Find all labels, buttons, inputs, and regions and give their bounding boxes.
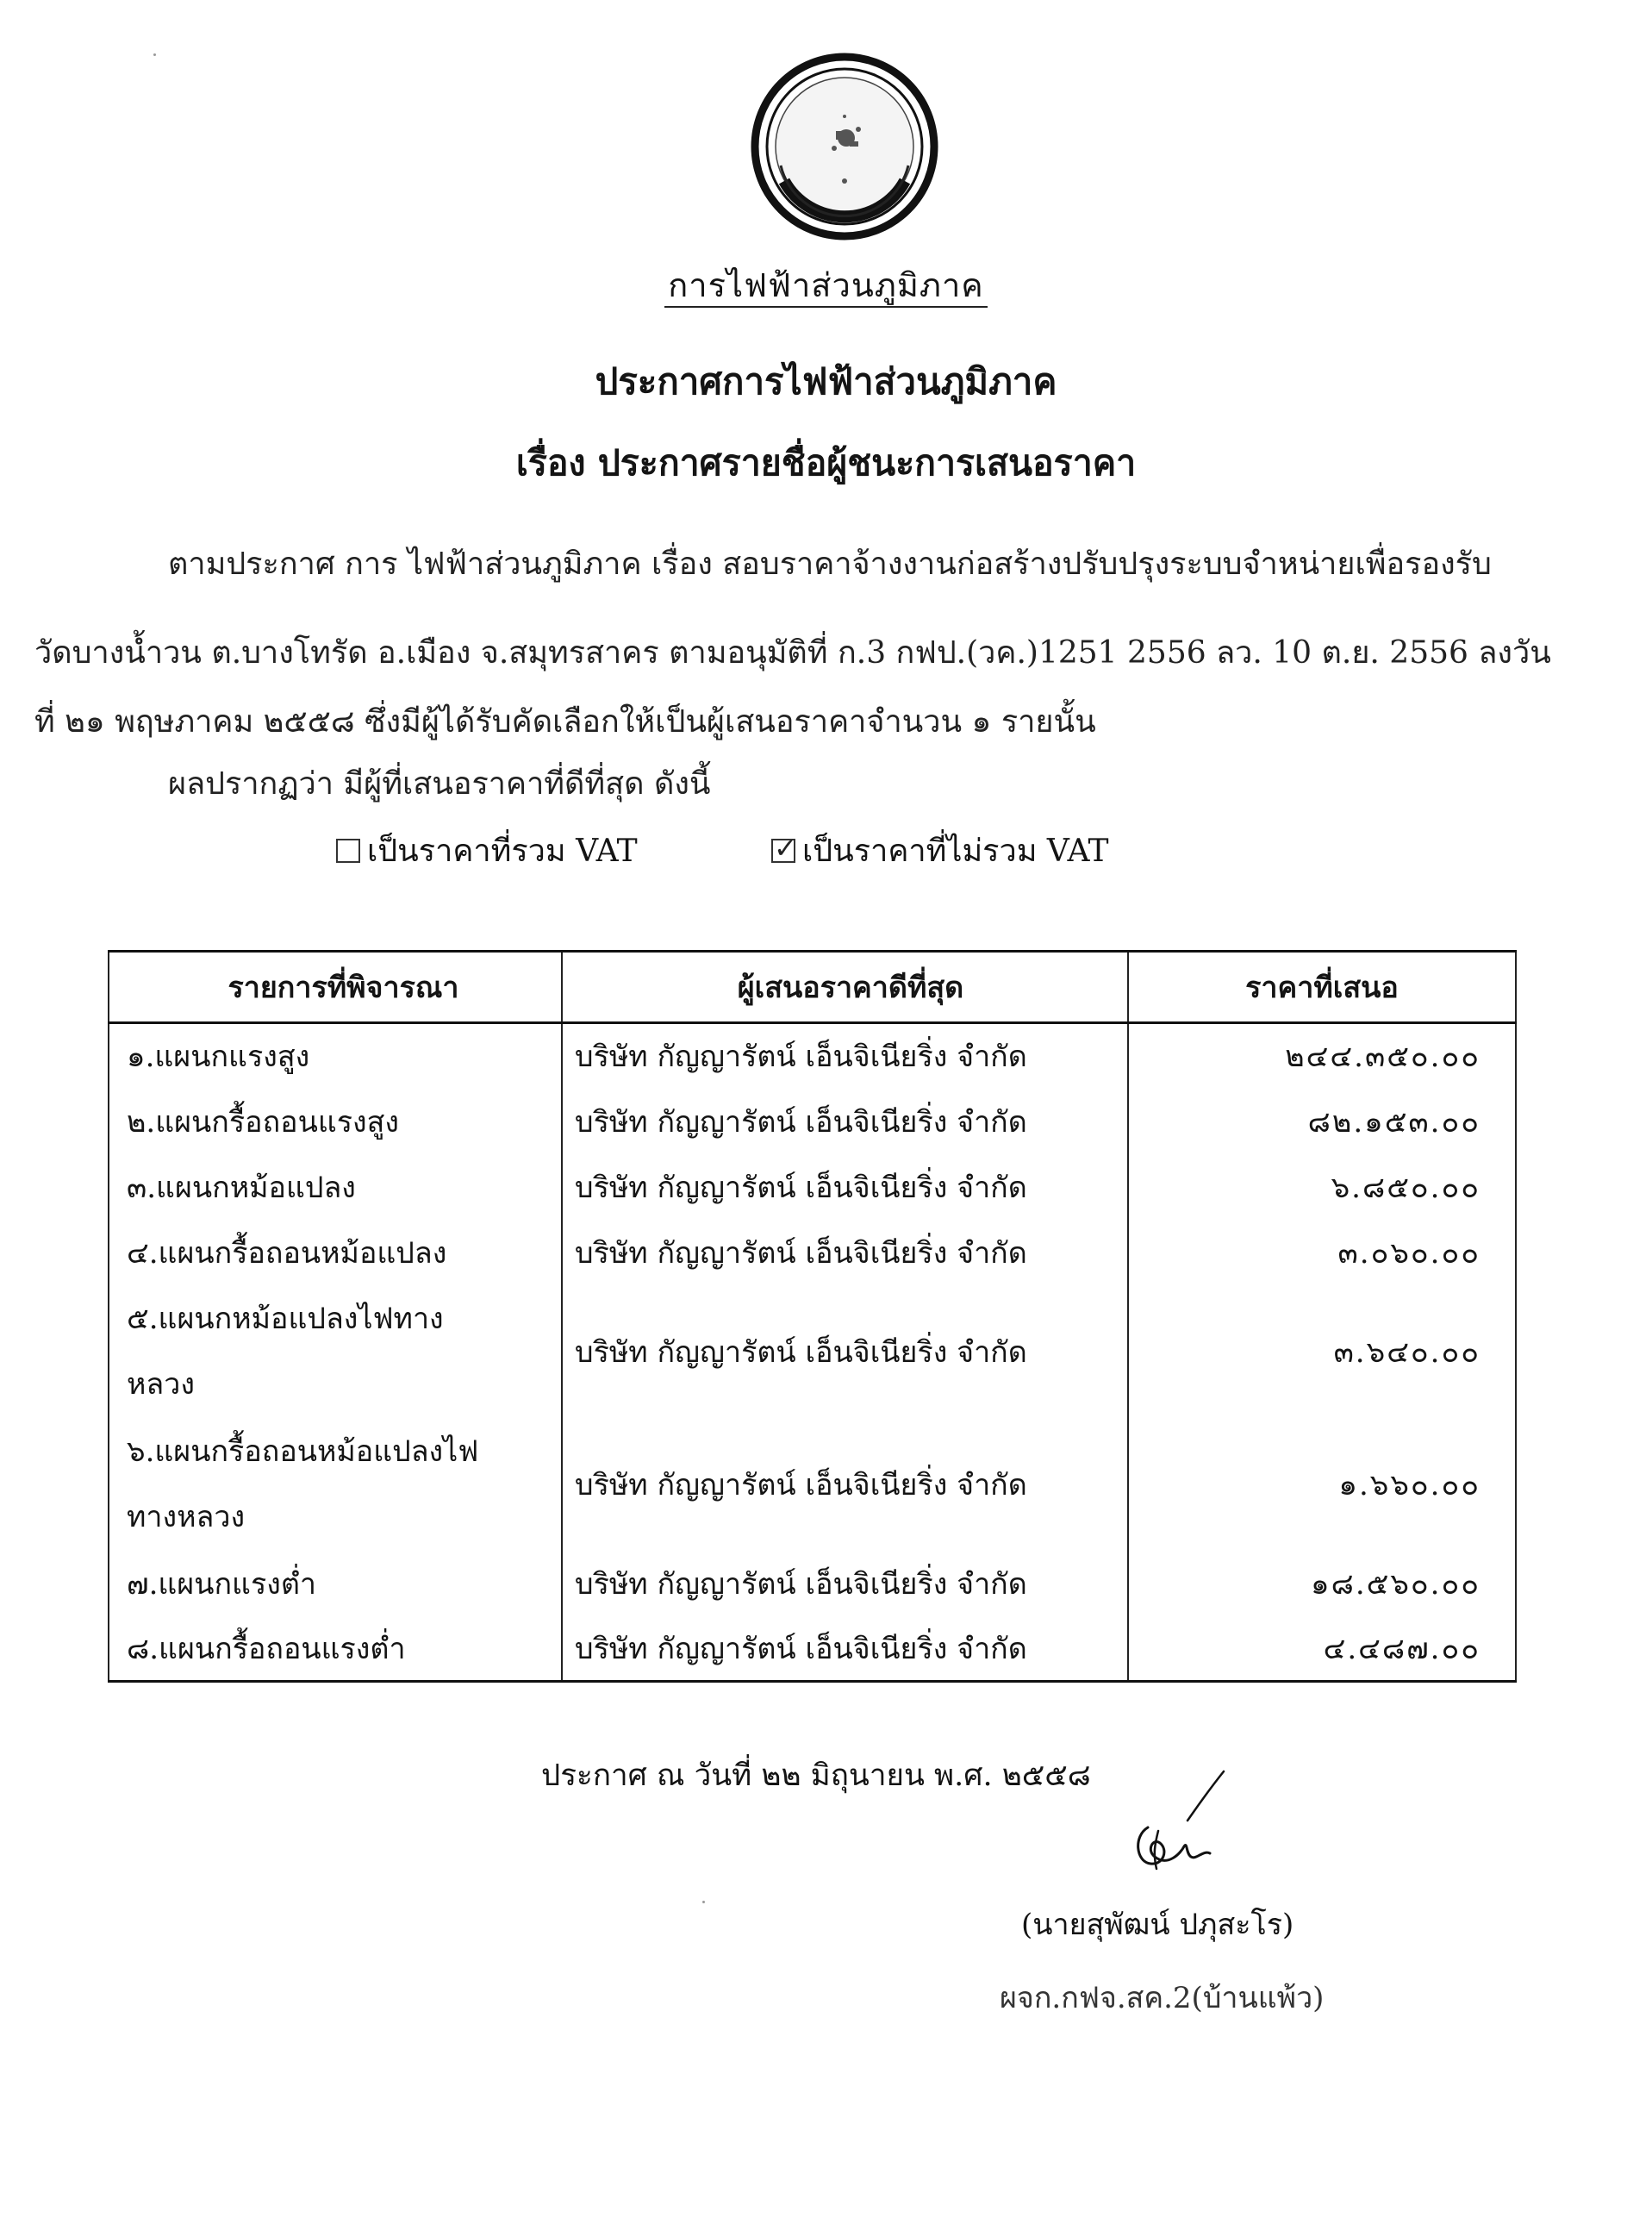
vat-exclude-label: เป็นราคาที่ไม่รวม VAT (802, 834, 1109, 869)
row-bidder: บริษัท กัญญารัตน์ เอ็นจิเนียริ่ง จำกัด (562, 1285, 1128, 1418)
header-bidder: ผู้เสนอราคาดีที่สุด (562, 952, 1128, 1023)
row-bidder: บริษัท กัญญารัตน์ เอ็นจิเนียริ่ง จำกัด (562, 1089, 1128, 1154)
row-bidder: บริษัท กัญญารัตน์ เอ็นจิเนียริ่ง จำกัด (562, 1220, 1128, 1285)
table-row (109, 1616, 1516, 1682)
vat-include-label: เป็นราคาที่รวม VAT (367, 834, 638, 869)
row-bidder: บริษัท กัญญารัตน์ เอ็นจิเนียริ่ง จำกัด (562, 1154, 1128, 1220)
row-price: ๑.๖๖๐.๐๐ (1128, 1418, 1516, 1551)
row-item: ๗.แผนกแรงต่ำ (109, 1551, 562, 1616)
row-price: ๒๔๔.๓๕๐.๐๐ (1128, 1023, 1516, 1089)
row-price: ๓.๖๔๐.๐๐ (1128, 1285, 1516, 1418)
pea-emblem-icon (750, 52, 939, 241)
header-price: ราคาที่เสนอ (1128, 952, 1516, 1023)
row-price: ๔.๔๘๗.๐๐ (1128, 1616, 1516, 1682)
body-line-3: ที่ ๒๑ พฤษภาคม ๒๕๕๘ ซึ่งมีผู้ได้รับคัดเลือกให้เป็นผู้เสนอราคาจำนวน ๑ รายนั้น (34, 704, 1096, 740)
table-row (109, 1089, 1516, 1154)
org-name (0, 259, 1652, 311)
handwritten-signature-icon (1120, 1767, 1232, 1888)
org-name-english-faint (0, 308, 1652, 320)
row-bidder: บริษัท กัญญารัตน์ เอ็นจิเนียริ่ง จำกัด (562, 1616, 1128, 1682)
org-name-text: การไฟฟ้าส่วนภูมิภาค (664, 266, 987, 308)
vat-include-checkbox (336, 839, 360, 863)
announce-date: ประกาศ ณ วันที่ ๒๒ มิถุนายน พ.ศ. ๒๕๕๘ (541, 1758, 1091, 1793)
row-item-line-2: ทางหลวง (127, 1499, 246, 1534)
table-row (109, 1285, 1516, 1418)
row-item: ๘.แผนกรื้อถอนแรงต่ำ (109, 1616, 562, 1682)
scan-speck (702, 1901, 705, 1903)
body-line-2: วัดบางน้ำวน ต.บางโทรัด อ.เมือง จ.สมุทรสาคร ตามอนุมัติที่ ก.3 กฟป.(วค.)1251 2556 ลว. 10 ต.ย. 2556 ลงวัน (34, 635, 1551, 671)
announcement-subject: เรื่อง ประกาศรายชื่อผู้ชนะการเสนอราคา (515, 442, 1137, 484)
row-price: ๘๒.๑๕๓.๐๐ (1128, 1089, 1516, 1154)
table-row (109, 1551, 1516, 1616)
row-item-line-2: หลวง (127, 1366, 195, 1402)
table-row (109, 1154, 1516, 1220)
row-item-line-1: ๕.แผนกหม้อแปลงไฟทาง (127, 1301, 444, 1336)
body-line-1: ตามประกาศ การ ไฟฟ้าส่วนภูมิภาค เรื่อง สอบราคาจ้างงานก่อสร้างปรับปรุงระบบจำหน่ายเพื่อรองรับ (168, 547, 1492, 582)
row-item (109, 1418, 562, 1551)
row-item: ๑.แผนกแรงสูง (109, 1023, 562, 1089)
body-line-4: ผลปรากฏว่า มีผู้ที่เสนอราคาที่ดีที่สุด ดังนี้ (168, 766, 711, 802)
signer-name: (นายสุพัฒน์ ปภุสะโร) (1021, 1908, 1294, 1942)
row-item (109, 1285, 562, 1418)
signer-position: ผจก.กฟจ.สค.2(บ้านแพ้ว) (1000, 1981, 1325, 2015)
row-price: ๑๘.๕๖๐.๐๐ (1128, 1551, 1516, 1616)
row-item-line-1: ๖.แผนกรื้อถอนหม้อแปลงไฟ (127, 1434, 479, 1469)
row-price: ๖.๘๕๐.๐๐ (1128, 1154, 1516, 1220)
row-item: ๓.แผนกหม้อแปลง (109, 1154, 562, 1220)
vat-exclude-option (771, 826, 1109, 875)
table-header-row (109, 952, 1516, 1023)
row-bidder: บริษัท กัญญารัตน์ เอ็นจิเนียริ่ง จำกัด (562, 1418, 1128, 1551)
vat-include-option (336, 826, 638, 875)
row-price: ๓.๐๖๐.๐๐ (1128, 1220, 1516, 1285)
table-row (109, 1023, 1516, 1089)
row-bidder: บริษัท กัญญารัตน์ เอ็นจิเนียริ่ง จำกัด (562, 1023, 1128, 1089)
winners-table (108, 950, 1517, 1683)
table-row (109, 1220, 1516, 1285)
announcement-title: ประกาศการไฟฟ้าส่วนภูมิภาค (595, 360, 1057, 403)
vat-exclude-checkbox (771, 839, 795, 863)
row-item: ๔.แผนกรื้อถอนหม้อแปลง (109, 1220, 562, 1285)
table-row (109, 1418, 1516, 1551)
header-item: รายการที่พิจารณา (109, 952, 562, 1023)
scan-speck (153, 53, 156, 56)
row-item: ๒.แผนกรื้อถอนแรงสูง (109, 1089, 562, 1154)
row-bidder: บริษัท กัญญารัตน์ เอ็นจิเนียริ่ง จำกัด (562, 1551, 1128, 1616)
